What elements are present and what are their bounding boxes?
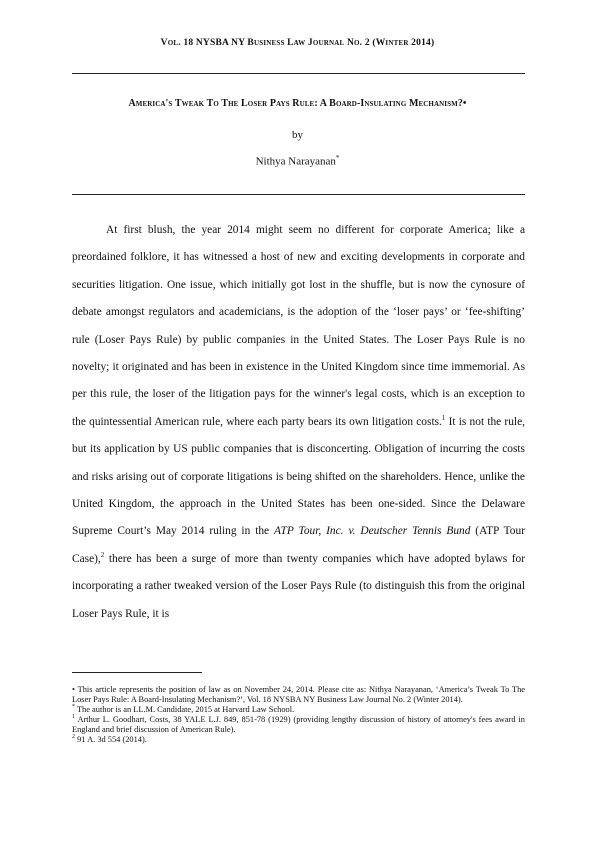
body-text-part1: At first blush, the year 2014 might seem no different for corporate America; like a preordained folklore, it has witnessed a host of new and exciting developments in corporate and securities litigation. One issue, which initially got lost in the shuffle, but is now the cynosure of debate amongst regulators and academicians, is the adoption of the ‘loser pays’ or ‘fee-shifting’ rule (Loser Pays Rule) by public companies in the United States. The Loser Pays Rule is no novelty; it originated and has been in existence in the United Kingdom since time immemorial. As per this rule, the loser of the litigation pays for the winner's legal costs, which is an exception to the quintessential American rule, where each party bears its own litigation costs. [72, 224, 525, 428]
footnote-1-text: Arthur L. Goodhart, Costs, 38 YALE L.J. 849, 851-78 (1929) (providing lengthy discussion of history of attorney's fees award in England and brief discussion of American Rule). [72, 715, 525, 734]
running-header: Vol. 18 NYSBA NY Business Law Journal No. 2 (Winter 2014) [160, 38, 435, 48]
footnote-1-mark: 1 [72, 714, 75, 721]
body-text-part2: It is not the rule, but its application by US public companies that is disconcerting. Obligation of incurring the costs and risks arising out of corporate litigations is being shifted on the shareholders. Hence, unlike the United Kingdom, the approach in the United States has been one-sided. Since the Delaware Supreme Court’s May 2014 ruling in the [72, 415, 525, 538]
author-name-text: Nithya Narayanan [255, 155, 336, 168]
footnote-2-text: 91 A. 3d 554 (2014). [75, 735, 147, 744]
footnote-ref-2[interactable]: 2 [100, 551, 105, 560]
case-name: ATP Tour, Inc. v. Deutscher Tennis Bund [274, 525, 471, 538]
author-name [0, 154, 595, 168]
body-text-part4: there has been a surge of more than twenty companies which have adopted bylaws for incorporating a rather tweaked version of the Loser Pays Rule (to distinguish this from the original Loser Pays Rule, it is [72, 552, 525, 620]
byline-by: by [292, 129, 303, 141]
body-text-part3: (ATP Tour Case), [72, 525, 525, 565]
title-rule [72, 194, 525, 195]
footnote-ref-1[interactable]: 1 [441, 414, 446, 423]
footnote-bullet [72, 685, 525, 705]
footnote-2 [72, 735, 525, 745]
footnotes [72, 685, 525, 745]
author-footnote-mark: * [335, 154, 340, 162]
article-title: America's Tweak To The Loser Pays Rule: A Board-Insulating Mechanism?• [128, 98, 467, 109]
footnote-separator [72, 672, 202, 673]
footnote-star [72, 705, 525, 715]
footnote-star-mark: * [72, 704, 75, 711]
footnote-1 [72, 715, 525, 735]
header-rule [72, 73, 525, 74]
footnote-star-text: The author is an LL.M. Candidate, 2015 at Harvard Law School. [75, 705, 295, 714]
footnote-2-mark: 2 [72, 734, 75, 741]
footnote-bullet-text: This article represents the position of law as on November 24, 2014. Please cite as: Nithya Narayanan, ‘America’s Tweak To The Loser Pays Rule: A Board-Insulating Mechanism?’, Vol. 18 NYSBA NY Business Law Journal No. 2 (Winter 2014). [72, 685, 525, 704]
body-paragraph [72, 217, 525, 628]
footnote-bullet-mark: • [72, 685, 75, 694]
